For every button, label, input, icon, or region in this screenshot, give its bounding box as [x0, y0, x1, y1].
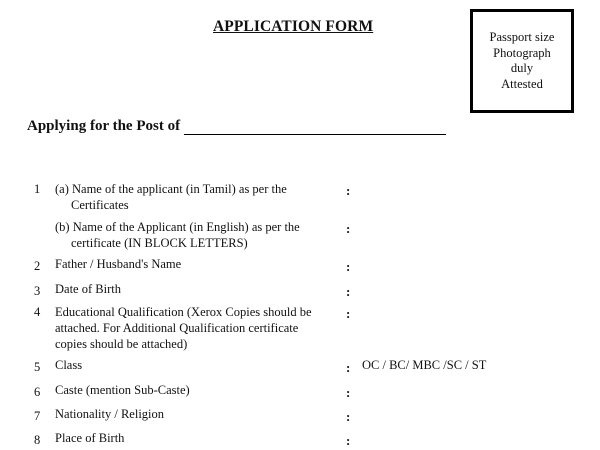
field-label	[55, 181, 335, 213]
post-applied-row	[27, 118, 446, 135]
field-colon: :	[346, 284, 351, 299]
field-number: 7	[34, 409, 41, 423]
field-label: Class	[55, 358, 83, 372]
class-options[interactable]: OC / BC/ MBC /SC / ST	[362, 358, 487, 372]
photo-line: duly	[510, 61, 534, 75]
field-colon: :	[346, 385, 351, 400]
field-label: Place of Birth	[55, 431, 125, 445]
post-blank-line[interactable]	[184, 121, 446, 135]
field-number: 4	[34, 305, 41, 319]
photo-line: Photograph	[493, 45, 551, 60]
field-colon: :	[346, 360, 351, 375]
field-number: 2	[34, 259, 41, 273]
photo-instructions	[490, 30, 555, 92]
field-label: Date of Birth	[55, 282, 121, 296]
field-number: 5	[34, 360, 41, 374]
label-line: attached. For Additional Qualification certificate	[55, 321, 299, 335]
field-colon: :	[346, 259, 351, 274]
label-line: certificate (IN BLOCK LETTERS)	[71, 236, 248, 250]
field-colon: :	[346, 433, 351, 448]
photo-line: Attested	[501, 76, 543, 91]
field-label: Caste (mention Sub-Caste)	[55, 383, 190, 397]
label-line: Certificates	[71, 198, 129, 212]
field-number: 3	[34, 284, 41, 298]
photo-line: Passport size	[489, 30, 555, 44]
label-line: copies should be attached)	[55, 337, 188, 351]
field-colon: :	[346, 409, 351, 424]
field-colon: :	[346, 183, 351, 198]
field-number: 6	[34, 385, 41, 399]
field-number: 8	[34, 433, 41, 447]
field-label	[55, 304, 335, 352]
field-colon: :	[346, 221, 351, 236]
label-line: (a) Name of the applicant (in Tamil) as per the	[55, 182, 287, 196]
field-label	[55, 219, 335, 251]
field-colon: :	[346, 306, 351, 321]
label-line: Educational Qualification (Xerox Copies should be	[55, 305, 312, 319]
field-label: Father / Husband's Name	[55, 257, 182, 271]
form-title: APPLICATION FORM	[213, 18, 374, 35]
field-label: Nationality / Religion	[55, 407, 165, 421]
field-number: 1	[34, 182, 41, 196]
label-line: (b) Name of the Applicant (in English) as per the	[55, 220, 300, 234]
passport-photo-box	[470, 9, 574, 113]
post-label: Applying for the Post of	[27, 118, 181, 134]
